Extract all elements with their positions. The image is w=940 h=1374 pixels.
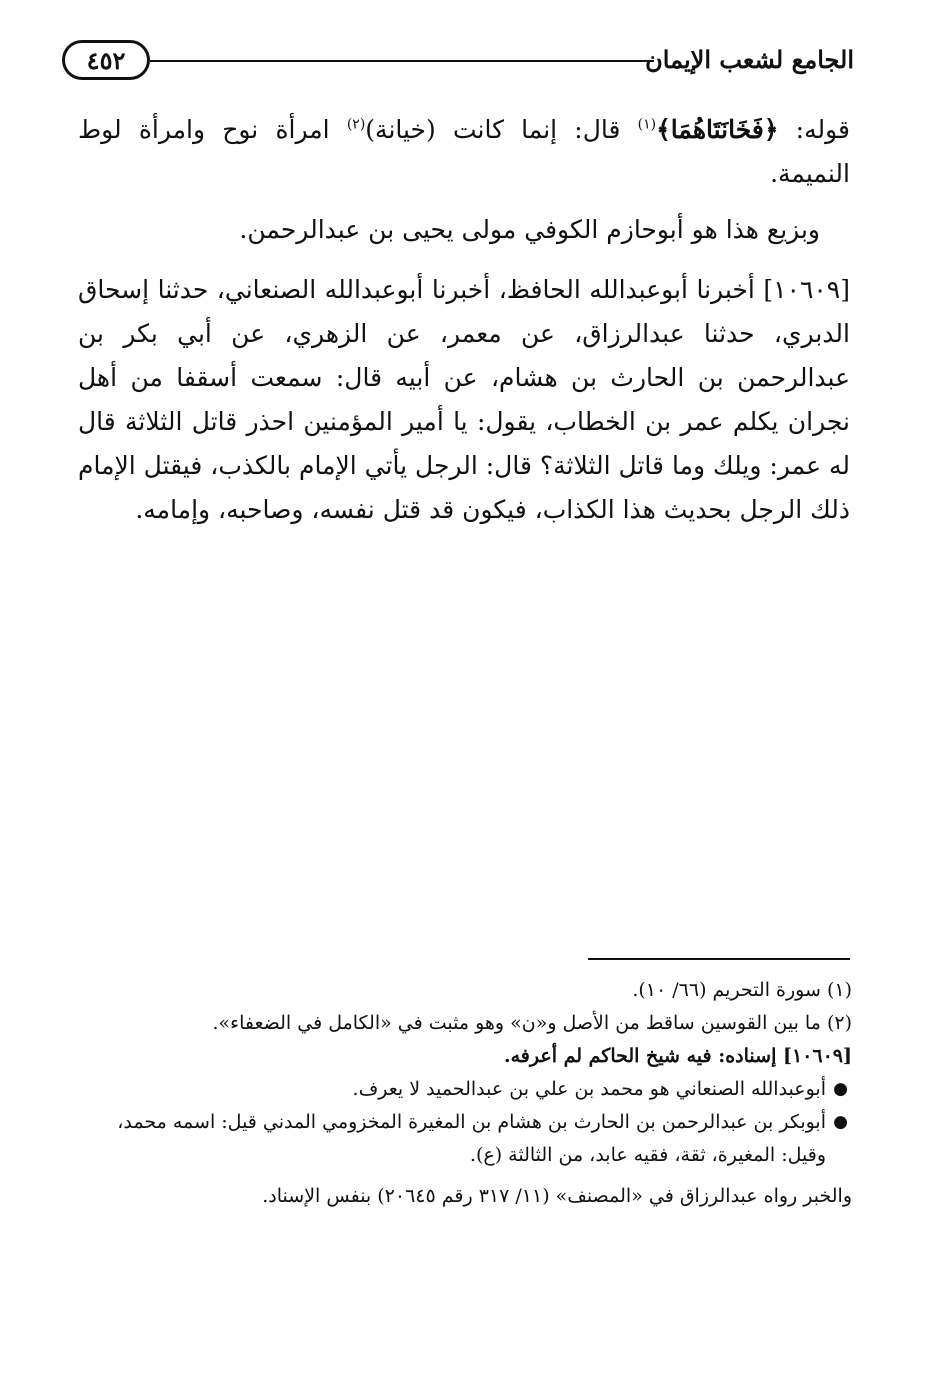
paragraph-note: وبزيع هذا هو أبوحازم الكوفي مولى يحيى بن عبدالرحمن.: [239, 215, 820, 244]
running-title-text: الجامع لشعب الإيمان: [645, 45, 854, 74]
bullet-2-text: أبوبكر بن عبدالرحمن بن الحارث بن هشام بن المغيرة المخزومي المدني قيل: اسمه محمد،: [117, 1111, 826, 1133]
p1-mid: قال: إنما كانت (خيانة): [365, 115, 638, 144]
footnote-1: (١) سورة التحريم (٦٦/ ١٠).: [632, 979, 852, 1001]
page-header: [62, 36, 854, 88]
footnote-bullet-1: [92, 1073, 852, 1106]
bullet-icon: ●: [833, 1112, 848, 1132]
footnote-ref-2: (٢): [346, 116, 366, 133]
footnote-rule: [588, 958, 850, 960]
quran-verse: ﴿فَخَانَتَاهُمَا﴾: [656, 115, 779, 144]
p1-lead: قوله:: [778, 115, 850, 144]
header-rule: [150, 60, 654, 62]
footnote-3: [١٠٦٠٩] إسناده: فيه شيخ الحاكم لم أعرفه.: [503, 1045, 852, 1067]
footnote-2: (٢) ما بين القوسين ساقط من الأصل و«ن» وهو مثبت في «الكامل في الضعفاء».: [212, 1012, 852, 1034]
footnotes: [92, 974, 852, 1213]
footnote-closing: والخبر رواه عبدالرزاق في «المصنف» (١١/ ٣١٧ رقم ٢٠٦٤٥) بنفس الإسناد.: [262, 1185, 852, 1207]
footnote-bullet-2-continued: وقيل: المغيرة، ثقة، فقيه عابد، من الثالثة (ع).: [469, 1144, 826, 1166]
footnote-bullet-2: [92, 1106, 852, 1139]
running-title: [645, 36, 854, 84]
footnote-ref-1: (١): [637, 116, 657, 133]
paragraph-hadith: [١٠٦٠٩] أخبرنا أبوعبدالله الحافظ، أخبرنا أبوعبدالله الصنعاني، حدثنا إسحاق الدبري، حدثنا عبدالرزاق، عن معمر، عن الزهري، عن أبي بكر بن عبدالرحمن بن الحارث بن هشام، عن أبيه قال: سمعت أسقفا من أهل نجران يكلم عمر بن الخطاب، يقول: يا أمير المؤمنين احذر قاتل الثلاثة قال له عمر: ويلك وما قاتل الثلاثة؟ قال: الرجل يأتي الإمام بالكذب، فيقتل الإمام ذلك الرجل بحديث هذا الكذاب، فيكون قد قتل نفسه، وصاحبه، وإمامه.: [78, 275, 850, 524]
page-number: ٤٥٢: [62, 40, 150, 80]
p1-tail: امرأة نوح وامرأة لوط النميمة.: [78, 115, 850, 188]
main-text: [78, 108, 850, 532]
bullet-1-text: أبوعبدالله الصنعاني هو محمد بن علي بن عبدالحميد لا يعرف.: [352, 1078, 826, 1100]
paragraph-verse: [78, 108, 850, 196]
bullet-icon: ●: [833, 1079, 848, 1099]
